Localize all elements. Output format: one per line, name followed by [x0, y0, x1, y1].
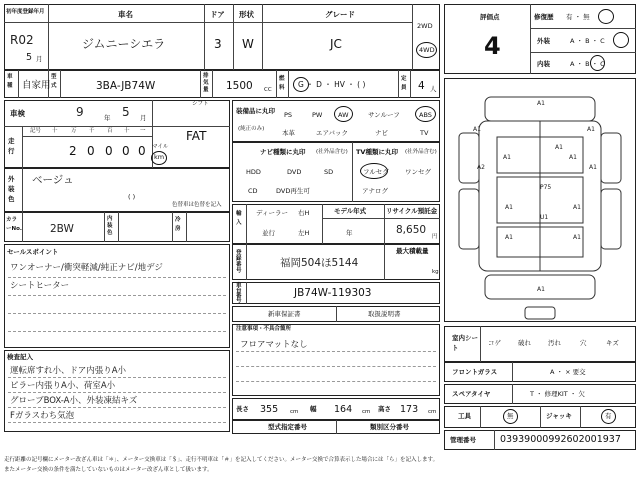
length-label: 長さ	[236, 405, 249, 413]
nav-dvd: DVD	[287, 168, 302, 176]
length-value: 355	[260, 404, 279, 415]
mark-1: A1	[473, 126, 481, 133]
mark-12: A1	[505, 234, 513, 241]
grade: JC	[330, 37, 342, 51]
equip-aw: AW	[338, 111, 349, 119]
tools-label: 工具	[458, 412, 471, 420]
sales-points-box	[4, 244, 230, 348]
inspector-note-0: 運転席すれ小、ドア内張りA小	[10, 366, 127, 376]
mark-3: A1	[503, 154, 511, 161]
mileage-unit-6: 一	[140, 128, 146, 134]
interior-label: 内装	[537, 60, 550, 68]
recycle-yen: 円	[432, 234, 438, 240]
length-cm: cm	[290, 409, 299, 415]
inspector-notes-label: 検査記入	[7, 353, 33, 361]
shift-value: FAT	[186, 129, 207, 143]
equip-pw: PW	[312, 111, 323, 119]
tv-oneseg: ワンセグ	[405, 168, 431, 176]
exterior-label: 外装	[537, 37, 550, 45]
mileage-unit-3: 千	[89, 128, 95, 134]
seat-label: 室内シート	[452, 334, 478, 352]
inspector-note-2: グローブBOX-A小、外装凍結キズ	[10, 396, 138, 406]
drive-4wd: 4WD	[419, 46, 435, 54]
seat-item-2: 汚れ	[548, 339, 561, 347]
first-reg-month-unit: 月	[36, 55, 43, 63]
first-reg-year: R02	[10, 33, 34, 47]
model-value: 3BA-JB74W	[96, 80, 156, 92]
chassis-value: JB74W-119303	[294, 287, 372, 299]
tv-fullseg: フルセグ	[363, 168, 389, 176]
manage-value: 03939000992602001937	[500, 434, 621, 445]
mark-7: A1	[589, 164, 597, 171]
car-name: ジムニーシエラ	[82, 37, 166, 51]
model-label: 型式	[51, 74, 57, 89]
mileage-digit-2: 0	[105, 144, 113, 158]
equip-sunroof: サンルーフ	[368, 111, 400, 119]
mark-6: A2	[477, 164, 485, 171]
max-load-label: 最大積載量	[396, 247, 429, 255]
tools-value: 無	[507, 412, 514, 420]
capacity-value: 4	[418, 80, 425, 92]
tv-sub: (社外品含む)	[405, 149, 437, 155]
jack-value: 有	[605, 412, 612, 420]
fuel-options: G ・ D ・ HV ・ ( )	[298, 80, 366, 89]
sales-point-line-1: シートヒーター	[10, 281, 70, 291]
manual-label: 取扱説明書	[368, 310, 401, 318]
mark-5: A1	[555, 144, 563, 151]
sales-points-label: セールスポイント	[7, 248, 59, 256]
interior-b-circle	[590, 55, 605, 71]
tv-label: TV種類に丸印	[356, 148, 398, 156]
first-reg-label: 初年度登録年月	[6, 9, 45, 15]
grade-label: グレード	[325, 10, 355, 19]
height-label: 高さ	[378, 405, 391, 413]
shape: W	[242, 37, 254, 51]
seat-item-3: 穴	[580, 339, 587, 347]
reg-number-label: 登録番号	[236, 250, 242, 274]
mileage-unit-5: 十	[124, 128, 130, 134]
recycle-label: リサイクル預託金	[386, 207, 438, 215]
tv-analog: アナログ	[362, 187, 388, 195]
mileage-digit-3: 0	[122, 144, 130, 158]
equip-airbag: エアバック	[316, 129, 348, 137]
mileage-unit-0: 記号	[30, 128, 42, 134]
mark-9: U1	[540, 214, 549, 221]
mileage-digit-0: 2	[69, 144, 77, 158]
import-label: 輸入	[236, 211, 242, 226]
notes-label: 注意事項・不具合箇所	[236, 326, 292, 332]
shift-label: シフト	[192, 101, 209, 107]
inspection-month: 5	[122, 105, 130, 119]
mileage-label: 走行	[8, 137, 15, 155]
repair-none-circle	[598, 9, 614, 24]
nav-sd: SD	[324, 168, 334, 176]
footer-line-1: 走行距離の記号欄にメーター改ざん車は「＊」、メーター交換車は「＄」、走行不明車は「＃」を記入してください。メーター交換で合算表示した場合には「ら」を記入します。	[4, 457, 439, 463]
equipment-sub: (純正のみ)	[238, 126, 265, 132]
nav-sub: (社外品含む)	[316, 149, 348, 155]
mileage-unit-1: 十	[52, 128, 58, 134]
equipment-label: 装備品に丸印	[236, 107, 275, 115]
repair-label: 修復歴	[534, 13, 554, 21]
nav-hdd: HDD	[246, 168, 261, 176]
color-paren: ( )	[128, 193, 136, 201]
model-year-label: モデル年式	[334, 207, 367, 215]
doors-label: ドア	[210, 10, 225, 19]
mark-0: A1	[537, 100, 545, 107]
inspection-year-unit: 年	[104, 114, 111, 122]
sales-point-line-0: ワンオーナー/衝突軽減/純正ナビ/地デジ	[10, 263, 163, 273]
car-diagram	[444, 78, 636, 322]
equip-leather: 本革	[282, 129, 295, 137]
color-label: 外装色	[8, 175, 15, 203]
km-label: km	[154, 153, 165, 161]
car-name-label: 車名	[118, 10, 133, 19]
model-year-suffix: 年	[346, 229, 353, 237]
equip-tv: TV	[420, 129, 429, 137]
height-value: 173	[400, 404, 419, 415]
footer-line-2: またメーター交換の条件を満たしていないものはメーター改ざん車として扱います。	[4, 467, 213, 473]
seat-item-0: コゲ	[488, 339, 501, 347]
mark-11: A1	[573, 204, 581, 211]
color-note: 色替車は色替を記入	[172, 202, 222, 208]
mileage-unit-4: 百	[107, 128, 113, 134]
inspection-year: 9	[76, 105, 84, 119]
car-outline	[445, 79, 635, 321]
mark-2: A1	[587, 126, 595, 133]
capacity-unit: 人	[430, 85, 437, 93]
front-glass-options: A ・ × 要交	[550, 368, 586, 376]
nav-label: ナビ種類に丸印	[260, 148, 306, 156]
drive-2wd: 2WD	[417, 22, 433, 30]
inspector-note-1: ピラー内張りA小、荷室A小	[10, 381, 116, 391]
exterior-options: A ・ B ・ C	[570, 37, 605, 45]
equip-navi: ナビ	[375, 129, 388, 137]
max-load-kg: kg	[432, 269, 439, 275]
score-value: 4	[484, 32, 501, 60]
recycle-value: 8,650	[396, 224, 427, 236]
jack-label: ジャッキ	[546, 412, 572, 420]
import-dealer: ディーラー	[256, 209, 288, 217]
mileage-digit-1: 0	[87, 144, 95, 158]
interior-options: A ・ B ・ C	[570, 60, 605, 68]
model-designation-label: 型式指定番号	[268, 423, 307, 431]
spare-label: スペアタイヤ	[452, 390, 491, 398]
type-label: 車種	[7, 74, 13, 89]
import-right: 右H	[298, 209, 310, 217]
mark-13: A1	[573, 234, 581, 241]
doors: 3	[214, 37, 222, 51]
shape-label: 形状	[239, 10, 254, 19]
repair-options: 有 ・ 無	[566, 13, 590, 21]
nav-cd: CD	[248, 187, 258, 195]
mark-14: A1	[537, 286, 545, 293]
width-value: 164	[334, 404, 353, 415]
interior-color-label: 内装色	[107, 216, 113, 236]
type-value: 自家用	[22, 80, 51, 91]
reg-number-value: 福岡504ほ5144	[280, 257, 359, 269]
mileage-unit-2: 万	[71, 128, 77, 134]
notes-box	[232, 324, 440, 396]
import-left: 左H	[298, 229, 310, 237]
color-no-row	[4, 212, 230, 242]
score-label: 評価点	[480, 13, 500, 21]
exterior-c-circle	[613, 32, 629, 48]
inspector-note-3: Fガラスわち気泡	[10, 411, 75, 421]
mile-label: マイル	[152, 144, 169, 150]
spare-options: T ・ 修理KIT ・ 欠	[530, 390, 585, 398]
cc-unit: CC	[264, 87, 272, 93]
manage-label: 管理番号	[450, 436, 476, 444]
width-label: 幅	[310, 405, 317, 413]
notes-text: フロアマットなし	[240, 340, 308, 350]
capacity-label: 定員	[401, 76, 407, 91]
nav-dvd-play: DVD再生可	[276, 187, 310, 195]
chassis-label: 車台番号	[236, 283, 242, 304]
mark-10: A1	[505, 204, 513, 211]
color-no-value: 2BW	[50, 223, 74, 235]
first-reg-month: 5	[26, 52, 33, 63]
mark-8: P75	[540, 184, 552, 191]
mark-4: A1	[569, 154, 577, 161]
aircon-label: 冷房	[175, 217, 181, 232]
row2	[4, 70, 440, 98]
import-parallel: 並行	[262, 229, 275, 237]
seat-item-1: 破れ	[518, 339, 531, 347]
category-number-label: 類別区分番号	[370, 423, 409, 431]
equip-ps: PS	[284, 111, 293, 119]
seat-item-4: キズ	[606, 339, 619, 347]
inspection-month-unit: 月	[140, 114, 147, 122]
color-value: ベージュ	[32, 174, 74, 186]
equip-abs: ABS	[419, 111, 432, 119]
color-no-label: カラーNo.	[6, 217, 22, 232]
mileage-digit-4: 0	[138, 144, 146, 158]
new-car-warranty: 新車保証書	[268, 310, 301, 318]
height-cm: cm	[428, 409, 437, 415]
inspection-label: 車検	[10, 109, 25, 118]
displacement-label: 排気量	[203, 73, 209, 93]
displacement-value: 1500	[226, 80, 253, 92]
fuel-label: 燃料	[279, 76, 285, 91]
width-cm: cm	[362, 409, 371, 415]
front-glass-label: フロントガラス	[452, 368, 498, 376]
